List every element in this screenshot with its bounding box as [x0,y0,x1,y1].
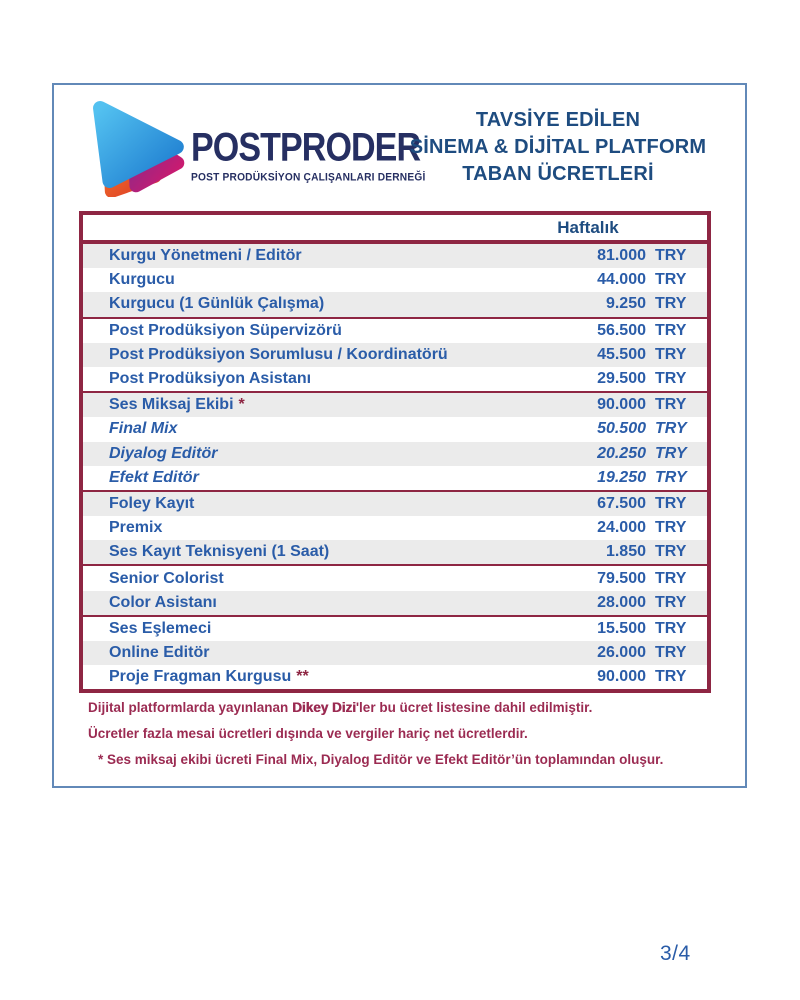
rate-table [79,211,711,693]
rate-value: 44.000 [597,271,646,289]
currency-label: TRY [655,569,687,587]
currency-label: TRY [655,519,687,537]
currency-label: TRY [655,543,687,561]
role-label: Foley Kayıt [109,494,195,512]
table-group [83,564,707,614]
currency-label: TRY [655,468,687,486]
title-line-2: SİNEMA & DİJİTAL PLATFORM [409,136,707,158]
table-group [83,317,707,392]
table-row [83,343,707,367]
footnote-text: Dijital platformlarda yayınlanan [88,700,293,715]
role-label: Post Prodüksiyon Asistanı [109,370,312,388]
table-row [83,466,707,490]
table-group [83,244,707,317]
rate-value: 29.500 [597,370,646,388]
rate-value: 50.500 [597,420,646,438]
table-row [83,319,707,343]
rate-value: 56.500 [597,321,646,339]
role-label: Post Prodüksiyon Sorumlusu / Koordinatörü [109,345,448,363]
role-label: Ses Kayıt Teknisyeni (1 Saat) [109,543,330,561]
currency-label: TRY [655,494,687,512]
currency-label: TRY [655,644,687,662]
table-row [83,540,707,564]
footnote-text: 'ler bu ücret listesine dahil edilmiştir. [355,700,593,715]
page-number: 3/4 [660,942,691,965]
table-row [83,393,707,417]
currency-label: TRY [655,593,687,611]
rate-value: 28.000 [597,593,646,611]
role-label: Proje Fragman Kurgusu ** [109,668,309,686]
footnote-bold-text: Dikey Dizi [292,700,356,715]
logo-subtitle: POST PRODÜKSİYON ÇALIŞANLARI DERNEĞİ [191,171,426,184]
rate-value: 15.500 [597,619,646,637]
header-period-cell: Haftalık [557,217,619,237]
footnote-marker: * [238,396,245,414]
role-label: Kurgu Yönetmeni / Editör [109,247,302,265]
table-group [83,391,707,490]
footnote-line [88,747,663,773]
table-row [83,665,707,689]
table-group [83,490,707,565]
currency-label: TRY [655,295,687,313]
currency-label: TRY [655,444,687,462]
table-group [83,615,707,690]
logo-wordmark: POSTPRODER [191,124,421,170]
currency-label: TRY [655,619,687,637]
currency-label: TRY [655,420,687,438]
role-label: Post Prodüksiyon Süpervizörü [109,321,342,339]
currency-label: TRY [655,396,687,414]
rate-value: 20.250 [597,444,646,462]
currency-label: TRY [655,345,687,363]
table-row [83,516,707,540]
table-header-row [83,215,707,244]
role-label: Premix [109,519,163,537]
currency-label: TRY [655,247,687,265]
rate-value: 79.500 [597,569,646,587]
table-row [83,268,707,292]
role-label: Efekt Editör [109,468,199,486]
role-label: Color Asistanı [109,593,217,611]
table-row [83,566,707,590]
rate-value: 9.250 [605,295,646,313]
role-label: Kurgucu (1 Günlük Çalışma) [109,295,325,313]
page-border-frame [52,83,747,788]
rate-value: 26.000 [597,644,646,662]
role-label: Final Mix [109,420,178,438]
footnotes [88,695,663,773]
title-line-3: TABAN ÜCRETLERİ [462,163,654,185]
role-label: Ses Miksaj Ekibi * [109,396,245,414]
table-row [83,617,707,641]
rate-value: 81.000 [597,247,646,265]
footnote-marker: ** [296,668,309,686]
currency-label: TRY [655,321,687,339]
table-row [83,492,707,516]
footnote-text: Ücretler fazla mesai ücretleri dışında ve vergiler hariç net ücretlerdir. [88,726,528,741]
title-line-1: TAVSİYE EDİLEN [475,109,641,131]
footnote-text: * Ses miksaj ekibi ücreti Final Mix, Diyalog Editör ve Efekt Editör’ün toplamından oluşur. [98,752,664,767]
rate-table-body [83,244,707,689]
rate-value: 90.000 [597,396,646,414]
role-label: Diyalog Editör [109,444,218,462]
rate-value: 19.250 [597,468,646,486]
role-label: Senior Colorist [109,569,224,587]
table-row [83,442,707,466]
page-title [384,107,732,188]
role-label: Kurgucu [109,271,175,289]
table-row [83,367,707,391]
rate-value: 1.850 [605,543,646,561]
role-label: Ses Eşlemeci [109,619,212,637]
currency-label: TRY [655,370,687,388]
table-row [83,641,707,665]
rate-value: 45.500 [597,345,646,363]
role-label: Online Editör [109,644,210,662]
footnote-line [88,721,663,747]
footnote-line [88,695,663,721]
currency-label: TRY [655,668,687,686]
table-row [83,417,707,441]
table-row [83,244,707,268]
rate-value: 90.000 [597,668,646,686]
table-row [83,292,707,316]
rate-value: 67.500 [597,494,646,512]
currency-label: TRY [655,271,687,289]
rate-value: 24.000 [597,519,646,537]
table-row [83,591,707,615]
play-triangles-icon [85,93,189,197]
